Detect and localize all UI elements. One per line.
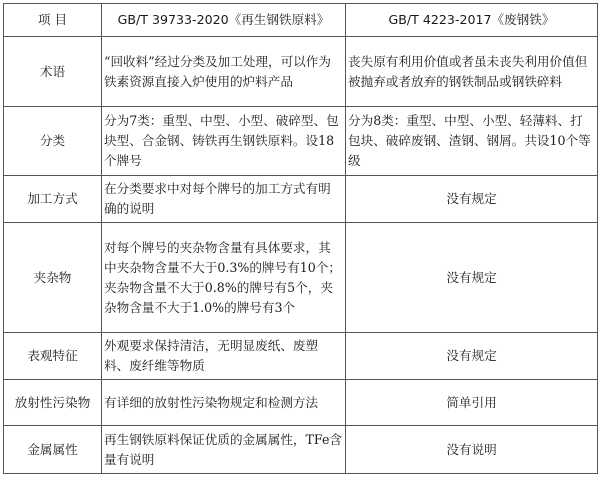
row-label-inclusions: 夹杂物 xyxy=(4,223,102,333)
cell-gb-4223: 没有说明 xyxy=(346,426,598,474)
cell-gb-4223: 没有规定 xyxy=(346,333,598,380)
table-row xyxy=(4,426,598,474)
row-label-radioactive: 放射性污染物 xyxy=(4,380,102,426)
cell-gb-4223: 丧失原有利用价值或者虽未丧失利用价值但被抛弃或者放弃的钢铁制品或钢铁碎料 xyxy=(346,37,598,107)
header-gb-4223: GB/T 4223-2017《废钢铁》 xyxy=(346,4,598,37)
cell-gb-39733: 在分类要求中对每个牌号的加工方式有明确的说明 xyxy=(102,176,346,223)
cell-gb-4223: 没有规定 xyxy=(346,176,598,223)
row-label-terminology: 术语 xyxy=(4,37,102,107)
table-row xyxy=(4,223,598,333)
table-row xyxy=(4,37,598,107)
row-label-processing: 加工方式 xyxy=(4,176,102,223)
row-label-appearance: 表观特征 xyxy=(4,333,102,380)
cell-gb-4223: 简单引用 xyxy=(346,380,598,426)
cell-gb-39733: 对每个牌号的夹杂物含量有具体要求，其中夹杂物含量不大于0.3%的牌号有10个；夹杂物含量不大于0.8%的牌号有5个，夹杂物含量不大于1.0%的牌号有3个 xyxy=(102,223,346,333)
table-row xyxy=(4,333,598,380)
cell-gb-39733: 外观要求保持清洁，无明显废纸、废塑料、废纤维等物质 xyxy=(102,333,346,380)
row-label-metal-properties: 金属属性 xyxy=(4,426,102,474)
cell-gb-39733: “回收料”经过分类及加工处理，可以作为铁素资源直接入炉使用的炉料产品 xyxy=(102,37,346,107)
header-item: 项 目 xyxy=(4,4,102,37)
standards-comparison-table xyxy=(3,3,598,474)
table-row xyxy=(4,176,598,223)
cell-gb-4223: 没有规定 xyxy=(346,223,598,333)
cell-gb-39733: 再生钢铁原料保证优质的金属属性，TFe含量有说明 xyxy=(102,426,346,474)
cell-gb-39733: 分为7类：重型、中型、小型、破碎型、包块型、合金钢、铸铁再生钢铁原料。设18个牌号 xyxy=(102,107,346,176)
table-header-row xyxy=(4,4,598,37)
row-label-classification: 分类 xyxy=(4,107,102,176)
table-row xyxy=(4,380,598,426)
cell-gb-39733: 有详细的放射性污染物规定和检测方法 xyxy=(102,380,346,426)
table-row xyxy=(4,107,598,176)
cell-gb-4223: 分为8类：重型、中型、小型、轻薄料、打包块、破碎废钢、渣钢、钢屑。共设10个等级 xyxy=(346,107,598,176)
header-gb-39733: GB/T 39733-2020《再生钢铁原料》 xyxy=(102,4,346,37)
